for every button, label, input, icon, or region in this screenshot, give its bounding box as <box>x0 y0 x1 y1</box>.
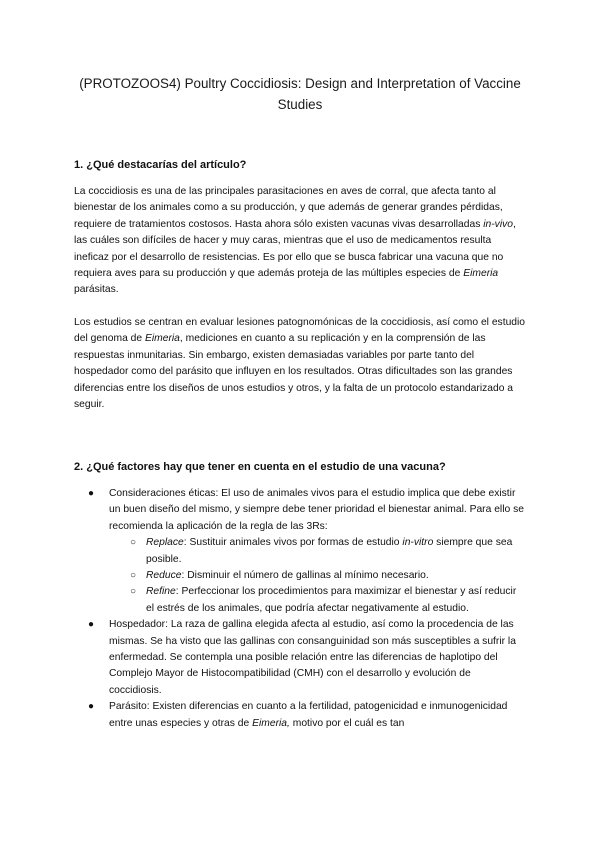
circle-bullet-icon: ○ <box>130 586 137 598</box>
list-item-reduce: ○ Reduce: Disminuir el número de gallinas al mínimo necesario. <box>109 568 526 584</box>
list-item-ethics: ● Consideraciones éticas: El uso de animales vivos para el estudio implica que debe existir un buen diseño del mismo, y siempre debe tener prioridad el bienestar animal. Para ello se recomienda la aplicación de la regla de las 3Rs: ○ Replace: Sustituir animales vivos por formas de estudio in-vitro siempre que sea posible. ○ Reduce: Disminuir el número de gallinas al mínimo necesario. ○ Refine: Perfeccionar los procedimientos para maximizar el bienestar y así reducir el estrés de los animales, que podría afectar negativamente al estudio. <box>74 486 526 617</box>
list-item-parasite: ● Parásito: Existen diferencias en cuanto a la fertilidad, patogenicidad e inmunogenicidad entre unas especies y otras de Eimeria, motivo por el cuál es tan <box>88 701 508 729</box>
bullet-icon: ● <box>88 619 95 631</box>
list-item-host: ● Hospedador: La raza de gallina elegida afecta al estudio, así como la procedencia de las mismas. Se ha visto que las gallinas con consanguinidad son más susceptibles a sufrir la enfermedad. Se contempla una posible relación entre las diferencias de haplotipo del Complejo Mayor de Histocompatibilidad (CMH) con el desarrollo y evolución de coccidiosis. <box>88 619 516 696</box>
list-item-refine: ○ Refine: Perfeccionar los procedimientos para maximizar el bienestar y así reducir el estrés de los animales, que podría afectar negativamente al estudio. <box>130 586 517 614</box>
circle-bullet-icon: ○ <box>130 570 137 582</box>
three-rs-list <box>109 535 526 617</box>
section-1-heading: 1. ¿Qué destacarías del artículo? <box>74 159 247 171</box>
section-2-heading: 2. ¿Qué factores hay que tener en cuenta en el estudio de una vacuna? <box>74 461 446 473</box>
document-title: (PROTOZOOS4) Poultry Coccidiosis: Design and Interpretation of Vaccine Studies <box>79 76 521 112</box>
bullet-icon: ● <box>88 488 95 499</box>
factors-list <box>74 486 526 732</box>
section-1-paragraph-1: La coccidiosis es una de las principales parasitaciones en aves de corral, que afecta tanto al bienestar de los animales como a su producción, y que además de generar grandes pérdidas, requiere de tratamientos costosos. Hasta ahora sólo existen vacunas vivas desarrolladas in-vivo, las cuáles son difíciles de hacer y muy caras, mientras que el uso de medicamentos resulta ineficaz por el desarrollo de resistencias. Es por ello que se busca fabricar una vacuna que no requiera aves para su producción y que además proteja de las múltiples especies de Eimeria parásitas. <box>74 186 516 296</box>
bullet-icon: ● <box>88 701 95 713</box>
circle-bullet-icon: ○ <box>130 537 137 549</box>
section-1-paragraph-2: Los estudios se centran en evaluar lesiones patognomónicas de la coccidiosis, así como el estudio del genoma de Eimeria, mediciones en cuanto a su replicación y en la comprensión de las respuestas inmunitarias. Sin embargo, existen demasiadas variables por parte tanto del hospedador como del parásito que influyen en los resultados. Otras dificultades son las grandes diferencias entre los diseños de unos estudios y otros, y la falta de un protocolo estandarizado a seguir. <box>74 317 526 411</box>
list-item-replace: ○ Replace: Sustituir animales vivos por formas de estudio in-vitro siempre que sea posible. <box>130 537 513 565</box>
